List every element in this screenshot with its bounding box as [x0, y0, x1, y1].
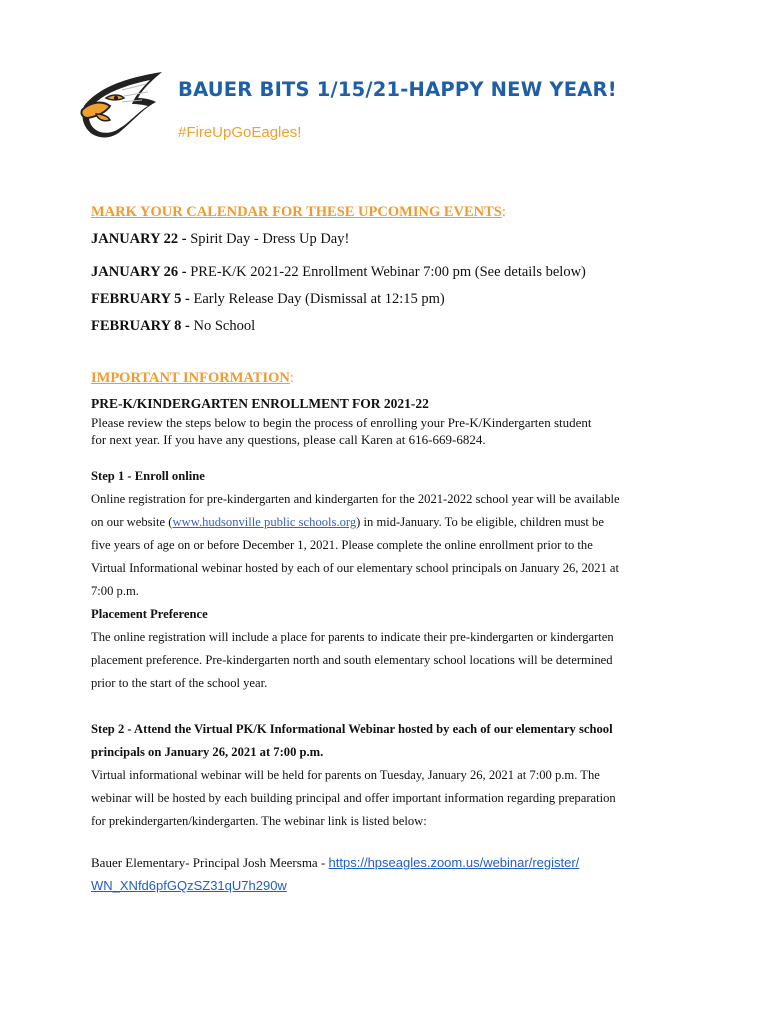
enrollment-text: Please review the steps below to begin the process of enrolling your Pre-K/Kindergarten student [91, 415, 592, 430]
enrollment-text: for next year. If you have any questions, please call Karen at 616-669-6824. [91, 432, 486, 447]
webinar-link-continued[interactable]: WN_XNfd6pfGQzSZ31qU7h290w [91, 878, 287, 893]
step2-text: Virtual informational webinar will be held for parents on Tuesday, January 26, 2021 at 7:00 p.m. The [91, 768, 600, 782]
step1-text: Online registration for pre-kindergarten and kindergarten for the 2021-2022 school year will be available [91, 492, 620, 506]
event-item: FEBRUARY 8 - No School [91, 318, 256, 334]
event-item: FEBRUARY 5 - Early Release Day (Dismissal at 12:15 pm) [91, 291, 445, 307]
website-link[interactable]: www.hudsonville public schools.org [172, 515, 357, 529]
step2-text: for prekindergarten/kindergarten. The webinar link is listed below: [91, 814, 427, 828]
step1-text: five years of age on or before December 1, 2021. Please complete the online enrollment prior to the [91, 538, 593, 552]
step1-title: Step 1 - Enroll online [91, 469, 205, 483]
webinar-link[interactable]: https://hpseagles.zoom.us/webinar/register/ [328, 855, 580, 870]
event-item: JANUARY 26 - PRE-K/K 2021-22 Enrollment Webinar 7:00 pm (See details below) [91, 264, 586, 280]
step2-title: principals on January 26, 2021 at 7:00 p.m. [91, 745, 324, 759]
bauer-webinar-line [91, 874, 691, 897]
newsletter-title: BAUER BITS 1/15/21-HAPPY NEW YEAR! [178, 78, 617, 101]
event-item: JANUARY 22 - Spirit Day - Dress Up Day! [91, 231, 350, 247]
placement-text: placement preference. Pre-kindergarten north and south elementary school locations will be determined [91, 653, 613, 667]
step1-text: on our website (www.hudsonville public schools.org) in mid-January. To be eligible, children must be [91, 515, 604, 529]
newsletter-body [91, 202, 691, 897]
placement-title: Placement Preference [91, 607, 208, 621]
step1-text: Virtual Informational webinar hosted by each of our elementary school principals on January 26, 2021 at [91, 561, 620, 575]
step2-title: Step 2 - Attend the Virtual PK/K Informational Webinar hosted by each of our elementary school [91, 722, 613, 736]
calendar-heading: MARK YOUR CALENDAR FOR THESE UPCOMING EVENTS: [91, 204, 506, 220]
placement-text: The online registration will include a place for parents to indicate their pre-kindergarten or kindergarten [91, 630, 614, 644]
placement-text: prior to the start of the school year. [91, 676, 268, 690]
step1-text: 7:00 p.m. [91, 584, 139, 598]
step2-text: webinar will be hosted by each building principal and offer important information regarding preparation [91, 791, 616, 805]
important-info-heading: IMPORTANT INFORMATION: [91, 370, 294, 386]
bauer-webinar-line: Bauer Elementary- Principal Josh Meersma - https://hpseagles.zoom.us/webinar/register/ [91, 855, 580, 870]
eagle-logo-icon [76, 68, 164, 142]
enrollment-title: PRE-K/KINDERGARTEN ENROLLMENT FOR 2021-22 [91, 396, 429, 411]
hashtag: #FireUpGoEagles! [178, 124, 302, 141]
